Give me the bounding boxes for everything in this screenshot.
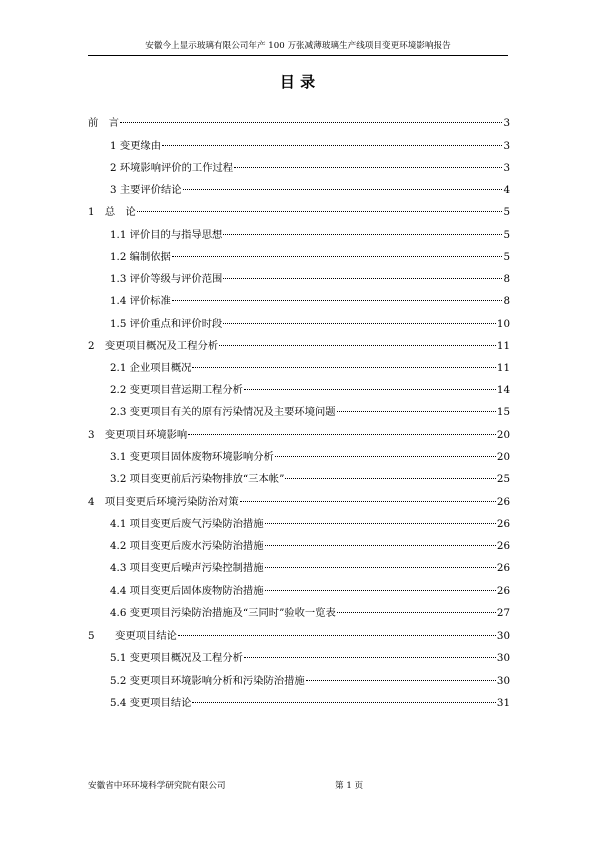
toc-entry-page: 26 xyxy=(496,585,510,597)
toc-entry-label: 5.1 变更项目概况及工程分析 xyxy=(110,652,243,664)
toc-entry-label: 4.3 项目变更后噪声污染控制措施 xyxy=(110,562,264,574)
toc-entry-label: 4.6 变更项目污染防治措施及“三同时”验收一览表 xyxy=(110,607,336,619)
toc-entry-3-1[interactable] xyxy=(110,449,510,465)
toc-entry-page: 30 xyxy=(496,652,510,664)
toc-entry-2-3[interactable] xyxy=(110,404,510,420)
toc-entry-page: 30 xyxy=(496,675,510,687)
toc-entry-label: 1.3 评价等级与评价范围 xyxy=(110,273,223,285)
dot-leader xyxy=(223,278,502,279)
toc-entry-page: 3 xyxy=(503,117,510,129)
toc-entry-1-5[interactable] xyxy=(110,316,510,332)
dot-leader xyxy=(244,657,496,658)
toc-entry-page: 20 xyxy=(496,429,510,441)
toc-entry-eia-process[interactable] xyxy=(110,160,510,176)
toc-entry-2-2[interactable] xyxy=(110,382,510,398)
toc-entry-page: 14 xyxy=(496,384,510,396)
running-header: 安徽今上显示玻璃有限公司年产 100 万张减薄玻璃生产线项目变更环境影响报告 xyxy=(145,41,451,51)
dot-leader xyxy=(285,478,496,479)
toc-entry-label: 3 主要评价结论 xyxy=(110,184,182,196)
toc-entry-label: 3.2 项目变更前后污染物排放“三本帐” xyxy=(110,473,285,485)
toc-entry-main-conclusion[interactable] xyxy=(110,182,510,198)
toc-entry-page: 20 xyxy=(496,451,510,463)
dot-leader xyxy=(137,211,503,212)
toc-entry-page: 26 xyxy=(496,540,510,552)
toc-entry-label: 4 项目变更后环境污染防治对策 xyxy=(88,496,239,508)
dot-leader xyxy=(240,501,496,502)
toc-entry-label: 1.2 编制依据 xyxy=(110,251,171,263)
dot-leader xyxy=(188,434,496,435)
toc-entry-4-1[interactable] xyxy=(110,516,510,532)
toc-entry-label: 4.2 项目变更后废水污染防治措施 xyxy=(110,540,264,552)
toc-entry-label: 3 变更项目环境影响 xyxy=(88,429,188,441)
toc-entry-label: 5.2 变更项目环境影响分析和污染防治措施 xyxy=(110,675,305,687)
toc-entry-chapter-2[interactable] xyxy=(88,338,510,354)
toc-entry-page: 25 xyxy=(496,473,510,485)
dot-leader xyxy=(265,567,496,568)
toc-entry-page: 26 xyxy=(496,562,510,574)
toc-entry-chapter-3[interactable] xyxy=(88,427,510,443)
toc-entry-4-6[interactable] xyxy=(110,605,510,621)
dot-leader xyxy=(306,680,496,681)
dot-leader xyxy=(234,167,502,168)
toc-entry-1-1[interactable] xyxy=(110,227,510,243)
toc-entry-page: 10 xyxy=(496,318,510,330)
dot-leader xyxy=(219,345,496,346)
toc-entry-page: 5 xyxy=(503,229,510,241)
footer-organization: 安徽省中环环境科学研究院有限公司 xyxy=(88,781,226,791)
dot-leader xyxy=(337,411,496,412)
toc-entry-label: 前 言 xyxy=(88,117,119,129)
toc-entry-label: 1.4 评价标准 xyxy=(110,295,171,307)
toc-entry-label: 5.4 变更项目结论 xyxy=(110,697,192,709)
toc-entry-1-2[interactable] xyxy=(110,249,510,265)
dot-leader xyxy=(172,256,503,257)
toc-entry-5-1[interactable] xyxy=(110,650,510,666)
toc-entry-label: 1.5 评价重点和评价时段 xyxy=(110,318,223,330)
toc-entry-label: 2.1 企业项目概况 xyxy=(110,362,192,374)
toc-entry-page: 31 xyxy=(496,697,510,709)
toc-entry-chapter-5[interactable] xyxy=(88,628,510,644)
toc-entry-label: 1 变更缘由 xyxy=(110,140,162,152)
toc-entry-4-2[interactable] xyxy=(110,538,510,554)
toc-entry-page: 4 xyxy=(503,184,510,196)
toc-entry-4-4[interactable] xyxy=(110,583,510,599)
toc-entry-page: 5 xyxy=(503,206,510,218)
footer-page-number: 第 1 页 xyxy=(335,781,364,791)
toc-entry-page: 26 xyxy=(496,496,510,508)
toc-entry-5-4[interactable] xyxy=(110,695,510,711)
toc-entry-4-3[interactable] xyxy=(110,560,510,576)
toc-entry-label: 5 变更项目结论 xyxy=(88,630,177,642)
dot-leader xyxy=(172,300,503,301)
toc-entry-label: 2 变更项目概况及工程分析 xyxy=(88,340,219,352)
dot-leader xyxy=(275,456,496,457)
toc-entry-1-4[interactable] xyxy=(110,293,510,309)
toc-entry-label: 1.1 评价目的与指导思想 xyxy=(110,229,223,241)
dot-leader xyxy=(178,635,496,636)
dot-leader xyxy=(265,590,496,591)
toc-entry-preface[interactable] xyxy=(88,115,510,131)
dot-leader xyxy=(162,145,502,146)
toc-entry-1-3[interactable] xyxy=(110,271,510,287)
toc-entry-label: 2.3 变更项目有关的原有污染情况及主要环境问题 xyxy=(110,406,336,418)
toc-entry-page: 8 xyxy=(503,295,510,307)
toc-entry-label: 4.4 项目变更后固体废物防治措施 xyxy=(110,585,264,597)
dot-leader xyxy=(192,702,495,703)
toc-entry-label: 3.1 变更项目固体废物环境影响分析 xyxy=(110,451,274,463)
dot-leader xyxy=(265,545,496,546)
toc-entry-page: 8 xyxy=(503,273,510,285)
toc-entry-label: 4.1 项目变更后废气污染防治措施 xyxy=(110,518,264,530)
dot-leader xyxy=(192,367,495,368)
toc-entry-page: 26 xyxy=(496,518,510,530)
toc-entry-5-2[interactable] xyxy=(110,673,510,689)
dot-leader xyxy=(223,323,496,324)
toc-entry-page: 11 xyxy=(496,340,510,352)
toc-entry-label: 2.2 变更项目营运期工程分析 xyxy=(110,384,243,396)
dot-leader xyxy=(223,234,502,235)
toc-entry-label: 2 环境影响评价的工作过程 xyxy=(110,162,234,174)
toc-entry-page: 27 xyxy=(496,607,510,619)
toc-entry-page: 30 xyxy=(496,630,510,642)
toc-entry-page: 3 xyxy=(503,162,510,174)
dot-leader xyxy=(244,389,496,390)
toc-entry-2-1[interactable] xyxy=(110,360,510,376)
toc-entry-change-reason[interactable] xyxy=(110,138,510,154)
toc-entry-chapter-1[interactable] xyxy=(88,204,510,220)
page-title: 目 录 xyxy=(279,73,316,91)
toc-entry-3-2[interactable] xyxy=(110,471,510,487)
dot-leader xyxy=(265,523,496,524)
toc-entry-page: 11 xyxy=(496,362,510,374)
toc-entry-page: 15 xyxy=(496,406,510,418)
dot-leader xyxy=(183,189,503,190)
toc-entry-page: 3 xyxy=(503,140,510,152)
dot-leader xyxy=(120,122,503,123)
toc-entry-label: 1 总 论 xyxy=(88,206,136,218)
toc-entry-chapter-4[interactable] xyxy=(88,494,510,510)
toc-entry-page: 5 xyxy=(503,251,510,263)
dot-leader xyxy=(337,612,496,613)
